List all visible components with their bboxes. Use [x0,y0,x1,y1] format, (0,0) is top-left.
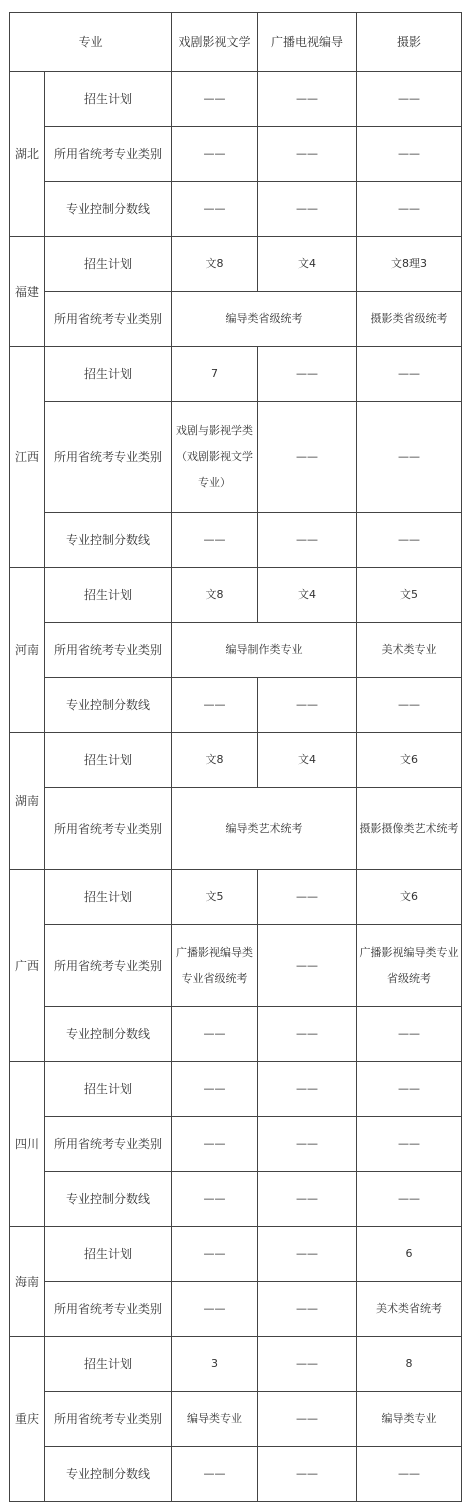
value-cell: —— [258,182,357,237]
value-cell: —— [258,347,357,402]
row-label: 所用省统考专业类别 [45,402,172,513]
row-label: 所用省统考专业类别 [45,788,172,870]
value-cell: —— [172,678,258,733]
value-cell: 广播影视编导类专业省级统考 [357,925,462,1007]
header-major: 专业 [10,13,172,72]
value-cell: —— [172,1282,258,1337]
value-cell: —— [258,1337,357,1392]
value-cell: —— [357,1447,462,1502]
value-cell: —— [258,678,357,733]
value-cell: 3 [172,1337,258,1392]
value-cell: —— [357,1007,462,1062]
value-cell: —— [172,1447,258,1502]
value-cell: —— [258,402,357,513]
value-cell: 戏剧与影视学类（戏剧影视文学专业） [172,402,258,513]
value-cell: 文6 [357,870,462,925]
value-cell: —— [357,127,462,182]
value-cell: —— [258,925,357,1007]
table-row [10,1117,462,1172]
row-label: 所用省统考专业类别 [45,1282,172,1337]
table-row [10,1227,462,1282]
row-label: 所用省统考专业类别 [45,292,172,347]
value-cell: 文4 [258,733,357,788]
value-cell: —— [357,1117,462,1172]
province-cell: 河南 [10,568,45,733]
value-cell: 8 [357,1337,462,1392]
value-cell: —— [172,1117,258,1172]
value-cell: —— [258,1282,357,1337]
value-cell: 摄影类省级统考 [357,292,462,347]
province-cell: 湖南 [10,733,45,870]
table-row [10,1282,462,1337]
province-cell: 福建 [10,237,45,347]
table-row [10,1172,462,1227]
value-cell: 编导类省级统考 [172,292,357,347]
value-cell: —— [357,678,462,733]
row-label: 招生计划 [45,72,172,127]
value-cell: —— [258,1172,357,1227]
row-label: 招生计划 [45,237,172,292]
value-cell: —— [258,1447,357,1502]
value-cell: —— [172,182,258,237]
header-row [10,13,462,72]
value-cell: —— [258,1227,357,1282]
row-label: 招生计划 [45,568,172,623]
row-label: 招生计划 [45,347,172,402]
row-label: 招生计划 [45,733,172,788]
table-row [10,623,462,678]
value-cell: —— [172,1172,258,1227]
table-row [10,347,462,402]
table-row [10,1337,462,1392]
value-cell: —— [357,513,462,568]
row-label: 专业控制分数线 [45,678,172,733]
value-cell: —— [357,1172,462,1227]
admissions-table [9,12,462,1502]
value-cell: —— [258,513,357,568]
province-cell: 江西 [10,347,45,568]
row-label: 专业控制分数线 [45,1172,172,1227]
table-row [10,733,462,788]
value-cell: 编导类专业 [357,1392,462,1447]
row-label: 招生计划 [45,1337,172,1392]
table-row [10,1007,462,1062]
header-photography: 摄影 [357,13,462,72]
value-cell: 6 [357,1227,462,1282]
value-cell: —— [258,1062,357,1117]
value-cell: 文6 [357,733,462,788]
value-cell: 7 [172,347,258,402]
table-row [10,678,462,733]
value-cell: 摄影摄像类艺术统考 [357,788,462,870]
table-row [10,513,462,568]
value-cell: —— [258,72,357,127]
row-label: 所用省统考专业类别 [45,1117,172,1172]
value-cell: —— [172,1227,258,1282]
table-row [10,402,462,513]
value-cell: —— [357,347,462,402]
row-label: 招生计划 [45,870,172,925]
row-label: 专业控制分数线 [45,513,172,568]
value-cell: 文5 [357,568,462,623]
table-row [10,788,462,870]
value-cell: —— [172,127,258,182]
province-cell: 四川 [10,1062,45,1227]
header-broadcast-tv-directing: 广播电视编导 [258,13,357,72]
table-row [10,292,462,347]
value-cell: 文8 [172,568,258,623]
value-cell: —— [357,72,462,127]
row-label: 招生计划 [45,1227,172,1282]
value-cell: —— [258,1117,357,1172]
value-cell: 文8 [172,237,258,292]
row-label: 招生计划 [45,1062,172,1117]
table-row [10,72,462,127]
value-cell: —— [172,513,258,568]
row-label: 专业控制分数线 [45,1447,172,1502]
row-label: 所用省统考专业类别 [45,925,172,1007]
province-cell: 重庆 [10,1337,45,1502]
province-cell: 海南 [10,1227,45,1337]
value-cell: —— [357,1062,462,1117]
row-label: 专业控制分数线 [45,1007,172,1062]
value-cell: 文5 [172,870,258,925]
value-cell: —— [258,1392,357,1447]
value-cell: 文4 [258,568,357,623]
table-row [10,870,462,925]
value-cell: —— [258,870,357,925]
value-cell: 美术类专业 [357,623,462,678]
value-cell: 广播影视编导类专业省级统考 [172,925,258,1007]
value-cell: —— [172,72,258,127]
table-row [10,237,462,292]
value-cell: 编导类专业 [172,1392,258,1447]
table-row [10,568,462,623]
value-cell: —— [357,182,462,237]
value-cell: —— [258,127,357,182]
value-cell: —— [357,402,462,513]
value-cell: 美术类省统考 [357,1282,462,1337]
table-row [10,1392,462,1447]
value-cell: 编导类艺术统考 [172,788,357,870]
value-cell: —— [172,1062,258,1117]
row-label: 所用省统考专业类别 [45,127,172,182]
value-cell: —— [172,1007,258,1062]
table-row [10,182,462,237]
row-label: 所用省统考专业类别 [45,623,172,678]
value-cell: —— [258,1007,357,1062]
row-label: 专业控制分数线 [45,182,172,237]
table-row [10,1447,462,1502]
header-drama-film-literature: 戏剧影视文学 [172,13,258,72]
table-row [10,925,462,1007]
province-cell: 广西 [10,870,45,1062]
province-cell: 湖北 [10,72,45,237]
table-row [10,1062,462,1117]
row-label: 所用省统考专业类别 [45,1392,172,1447]
value-cell: 文8理3 [357,237,462,292]
value-cell: 文4 [258,237,357,292]
table-row [10,127,462,182]
value-cell: 编导制作类专业 [172,623,357,678]
value-cell: 文8 [172,733,258,788]
